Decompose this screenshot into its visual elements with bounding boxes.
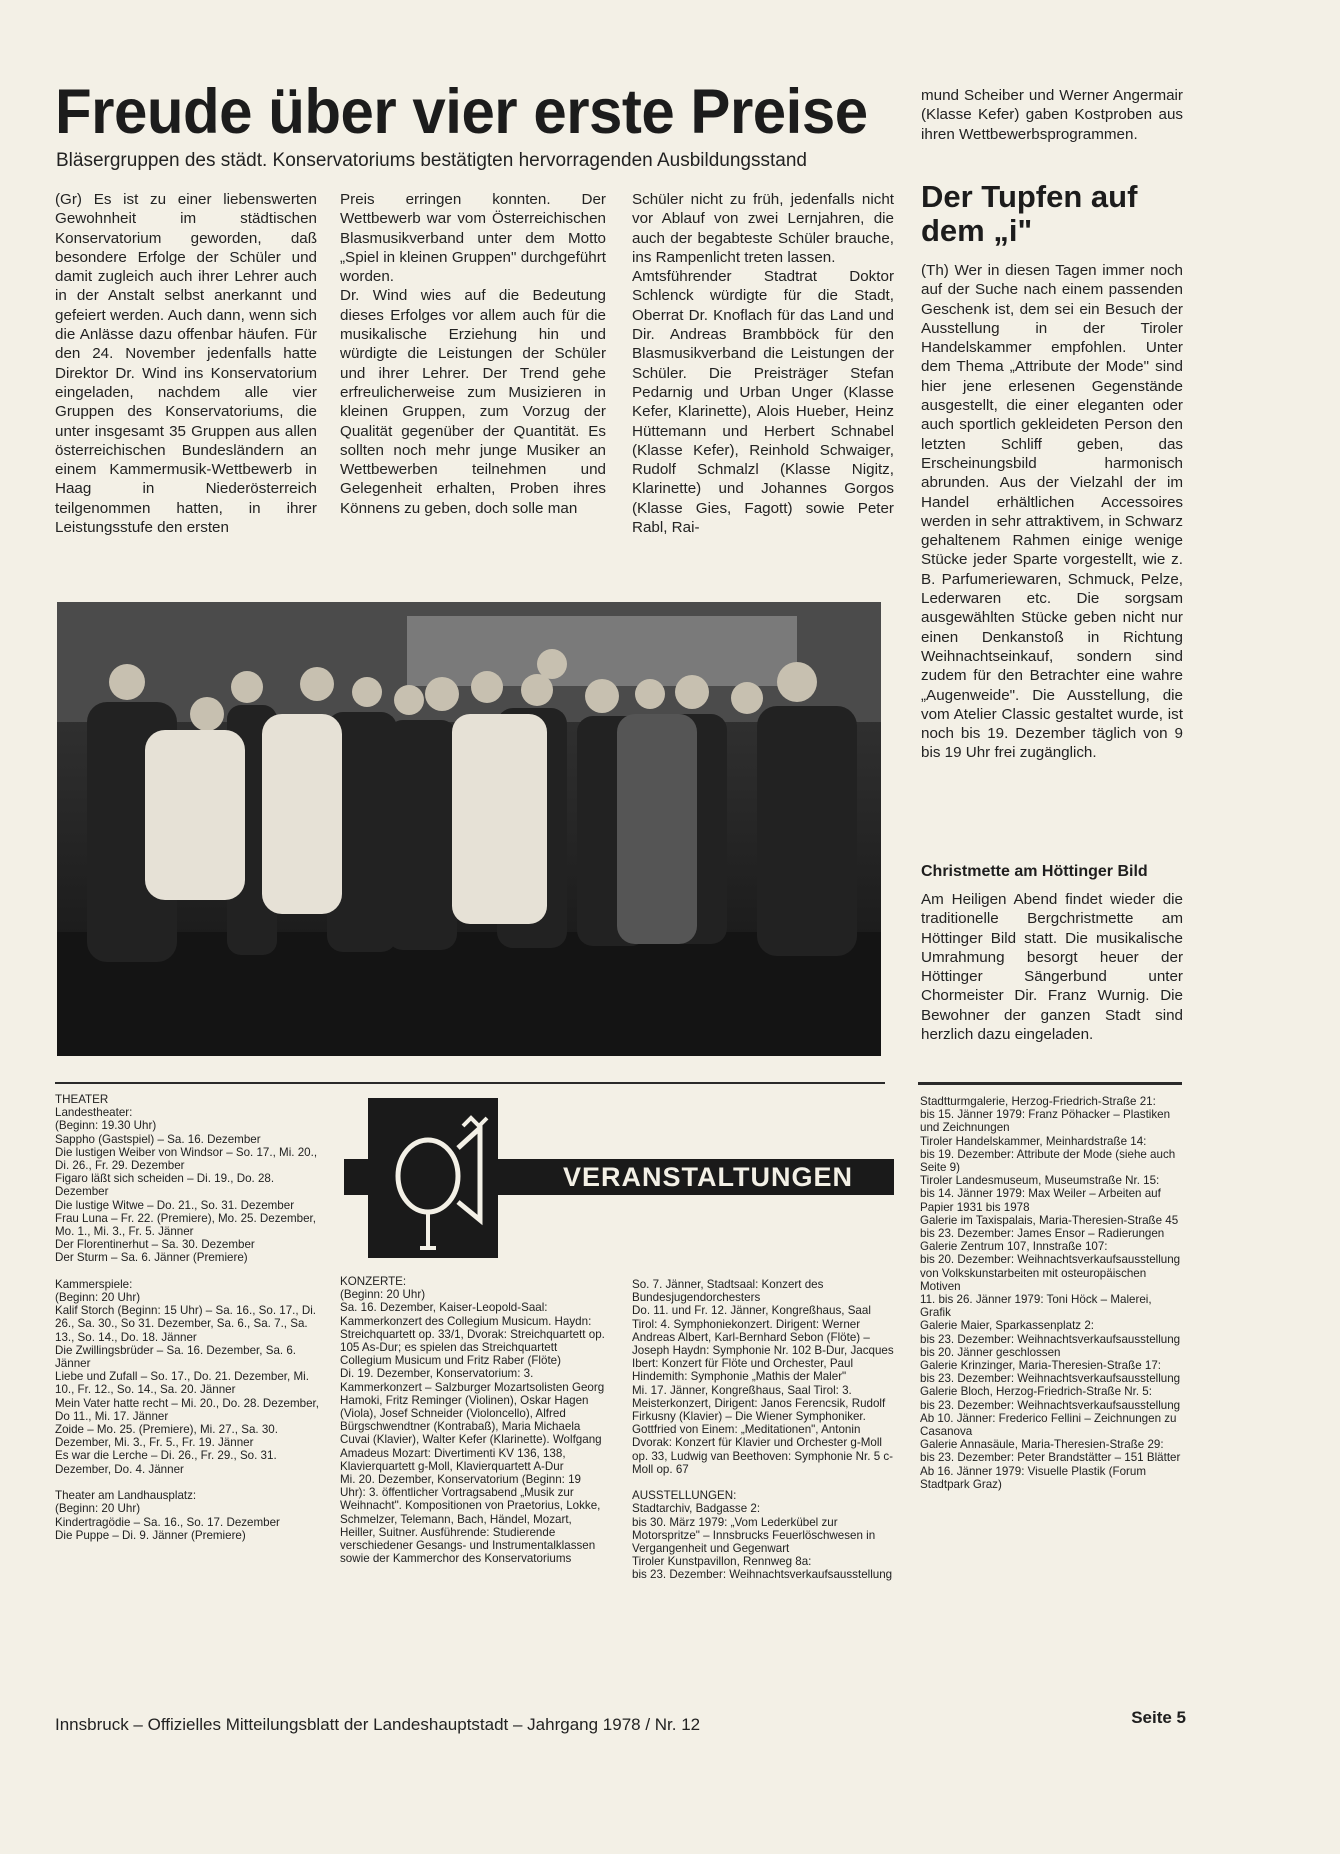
page-number: Seite 5 xyxy=(1131,1708,1186,1727)
christmette-text: Am Heiligen Abend findet wieder die traditionelle Bergchristmette am Höttinger Bild statt. Die musikalische Umrahmung besorgt heuer der Höttinger Sängerbund unter Chormeister Dir. Franz Wurnig. Die Bewohner der ganzen Stadt sind herzlich dazu eingeladen. xyxy=(921,891,1183,1044)
veranstaltungen-logo xyxy=(368,1098,498,1258)
group-photo xyxy=(57,602,881,1056)
section-divider-left xyxy=(55,1082,885,1084)
photo-people xyxy=(57,602,881,1056)
sidebar-text: (Th) Wer in diesen Tagen immer noch auf der Suche nach einem passenden Geschenk ist, dem sei ein Besuch der Ausstellung in der Tiroler Handelskammer empfohlen. Unter dem Thema „Attribute der Mode" sind hier jene erlesenen Gegenstände ausgestellt, die einer eleganten oder auch sportlich gekleideten Person den letzten Schliff geben, das Erscheinungsbild harmonisch abrunden. Aus der Vielzahl der im Handel erhältlichen Accessoires werden in sehr attraktivem, in Schwarz gehaltenem Rahmen einige wenige Stücke jeder Sparte vorgestellt, wie z. B. Parfumeriewaren, Schmuck, Pelze, Lederwaren etc. Die sorgsam ausgewählten Stücke geben nicht nur einen Denkanstoß in Richtung Weihnachtseinkauf, sondern sind zudem für den Betrachter eine wahre „Augenweide". Die Ausstellung, die vom Atelier Classic gestaltet wurde, ist noch bis 19. Dezember täglich von 9 bis 19 Uhr frei zugänglich. xyxy=(921,262,1183,762)
article-column-2: Preis erringen konnten. Der Wettbewerb war vom Österreichischen Blasmusikverband unter dem Motto „Spiel in kleinen Gruppen" durchgeführt worden. Dr. Wind wies auf die Bedeutung dieses Erfolges vor allem auch für die musikalische Erziehung hin und würdigte die Leistungen der Schüler und ihrer Lehrer. Der Trend gehe erfreulicherweise zum Musizieren in kleinen Gruppen, zum Vorzug der Qualität gegenüber der Quantität. Es sollten noch mehr junge Musiker an Wettbewerben teilnehmen und Gelegenheit erhalten, Proben ihres Könnens zu geben, doch solle man xyxy=(340,191,606,517)
ausstellungen-listings: Stadtturmgalerie, Herzog-Friedrich-Straße 21: bis 15. Jänner 1979: Franz Pöhacker – Plastiken und Zeichnungen Tiroler Handelskammer, Meinhardstraße 14: bis 19. Dezember: Attribute der Mode (siehe auch Seite 9) Tiroler Landesmuseum, Museumstraße Nr. 15: bis 14. Jänner 1979: Max Weiler – Arbeiten auf Papier 1931 bis 1978 Galerie im Taxispalais, Maria-Theresien-Straße 45 bis 23. Dezember: James Ensor – Radierungen Galerie Zentrum 107, Innstraße 107: bis 20. Dezember: Weihnachtsverkaufsausstellung von Volkskunstarbeiten mit osteuropäischen Motiven 11. bis 26. Jänner 1979: Toni Höck – Malerei, Grafik Galerie Maier, Sparkassenplatz 2: bis 23. Dezember: Weihnachtsverkaufsausstellung bis 20. Jänner geschlossen Galerie Krinzinger, Maria-Theresien-Straße 17: bis 23. Dezember: Weihnachtsverkaufsausstellung Galerie Bloch, Herzog-Friedrich-Straße Nr. 5: bis 23. Dezember: Weihnachtsverkaufsausstellung Ab 10. Jänner: Frederico Fellini – Zeichnungen zu Casanova Galerie Annasäule, Maria-Theresien-Straße 29: bis 23. Dezember: Peter Brandstätter – 151 Blätter Ab 16. Jänner 1979: Visuelle Plastik (Forum Stadtpark Graz) xyxy=(920,1095,1181,1491)
posthorn-icon xyxy=(368,1098,498,1258)
veranstaltungen-label: VERANSTALTUNGEN xyxy=(563,1162,853,1192)
article-headline: Freude über vier erste Preise xyxy=(55,76,868,147)
konzerte-listings: KONZERTE: (Beginn: 20 Uhr) Sa. 16. Dezember, Kaiser-Leopold-Saal: Kammerkonzert des Collegium Musicum. Haydn: Streichquartett op. 33/1, Dvorak: Streichquartett op. 105 As-Dur; es spielen das Streichquartett Collegium Musicum und Fritz Raber (Flöte) Di. 19. Dezember, Konservatorium: 3. Kammerkonzert – Salzburger Mozartsolisten Georg Hamoki, Fritz Reminger (Violinen), Oskar Hagen (Viola), Josef Schneider (Violoncello), Alfred Bürgschwendtner (Kontrabaß), Maria Michaela Cuvai (Klavier), Walter Kefer (Klarinette). Wolfgang Amadeus Mozart: Divertimenti KV 136, 138, Klavierquartett g-Moll, Klavierquartett A-Dur Mi. 20. Dezember, Konservatorium (Beginn: 19 Uhr): 3. öffentlicher Vortragsabend „Musik zur Weihnacht". Kompositionen von Praetorius, Lokke, Schmelzer, Telemann, Bach, Händel, Mozart, Heiller, Suitner. Ausführende: Studierende verschiedener Gesangs- und Instrumentalklassen sowie der Kammerchor des Konservatoriums xyxy=(340,1275,605,1566)
theater-listings: THEATER Landestheater: (Beginn: 19.30 Uhr) Sappho (Gastspiel) – Sa. 16. Dezember Die lustigen Weiber von Windsor – So. 17., Mi. 20., Di. 26., Fr. 29. Dezember Figaro läßt sich scheiden – Di. 19., Do. 28. Dezember Die lustige Witwe – Do. 21., So. 31. Dezember Frau Luna – Fr. 22. (Premiere), Mo. 25. Dezember, Mo. 1., Mi. 3., Fr. 5. Jänner Der Florentinerhut – Sa. 30. Dezember Der Sturm – Sa. 6. Jänner (Premiere) Kammerspiele: (Beginn: 20 Uhr) Kalif Storch (Beginn: 15 Uhr) – Sa. 16., So. 17., Di. 26., Sa. 30., So 31. Dezember, Sa. 6., Sa. 7., Sa. 13., So. 14., Do. 18. Jänner Die Zwillingsbrüder – Sa. 16. Dezember, Sa. 6. Jänner Liebe und Zufall – So. 17., Do. 21. Dezember, Mi. 10., Fr. 12., So. 14., Sa. 20. Jänner Mein Vater hatte recht – Mi. 20., Do. 28. Dezember, Do 11., Mi. 17. Jänner Zoide – Mo. 25. (Premiere), Mi. 27., Sa. 30. Dezember, Mi. 3., Fr. 5., Fr. 19. Jänner Es war die Lerche – Di. 26., Fr. 29., So. 31. Dezember, Do. 4. Jänner Theater am Landhausplatz: (Beginn: 20 Uhr) Kindertragödie – Sa. 16., So. 17. Dezember Die Puppe – Di. 9. Jänner (Premiere) xyxy=(55,1093,319,1542)
article-column-1: (Gr) Es ist zu einer liebenswerten Gewohnheit im städtischen Konservatorium geworden, daß besondere Erfolge der Schüler und damit zugleich auch ihrer Lehrer auch in der Anstalt selbst anerkannt und gefeiert werden. Auch dann, wenn sich die Anlässe dazu offenbar häufen. Für den 24. November jedenfalls hatte Direktor Dr. Wind ins Konservatorium eingeladen, nachdem alle vier Gruppen des Konservatoriums, die unter insgesamt 35 Gruppen aus allen österreichischen Bundesländern an einem Kammermusik-Wettbewerb in Haag in Niederösterreich teilgenommen hatten, in ihrer Leistungsstufe den ersten xyxy=(55,191,317,537)
christmette-title: Christmette am Höttinger Bild xyxy=(921,863,1148,880)
article-column-4-continuation: mund Scheiber und Werner Angermair (Klasse Kefer) gaben Kostproben aus ihren Wettbewerbsprogrammen. xyxy=(921,87,1183,143)
page-footer: Innsbruck – Offizielles Mitteilungsblatt der Landeshauptstadt – Jahrgang 1978 / Nr. 12 xyxy=(55,1715,701,1734)
konzerte-ausstellungen-listings: So. 7. Jänner, Stadtsaal: Konzert des Bundesjugendorchesters Do. 11. und Fr. 12. Jänner, Kongreßhaus, Saal Tirol: 4. Symphoniekonzert. Dirigent: Werner Andreas Albert, Karl-Bernhard Sebon (Flöte) – Joseph Haydn: Symphonie Nr. 102 B-Dur, Jacques Ibert: Konzert für Flöte und Orchester, Paul Hindemith: Symphonie „Mathis der Maler" Mi. 17. Jänner, Kongreßhaus, Saal Tirol: 3. Meisterkonzert, Dirigent: Janos Ferencsik, Rudolf Firkusny (Klavier) – Die Wiener Symphoniker. Gottfried von Einem: „Meditationen", Antonin Dvorak: Konzert für Klavier und Orchester g-Moll op. 33, Ludwig van Beethoven: Symphonie Nr. 5 c-Moll op. 67 AUSSTELLUNGEN: Stadtarchiv, Badgasse 2: bis 30. März 1979: „Vom Lederkübel zur Motorspritze" – Innsbrucks Feuerlöschwesen in Vergangenheit und Gegenwart Tiroler Kunstpavillon, Rennweg 8a: bis 23. Dezember: Weihnachtsverkaufsausstellung xyxy=(632,1278,894,1582)
section-divider-right xyxy=(918,1082,1182,1085)
article-column-3: Schüler nicht zu früh, jedenfalls nicht vor Ablauf von zwei Lernjahren, die auch der begabteste Schüler brauche, ins Rampenlicht treten lassen. Amtsführender Stadtrat Doktor Schlenck würdigte für die Stadt, Oberrat Dr. Knoflach für das Land und Dir. Andreas Brambböck für den Blasmusikverband die Leistungen der Schüler. Die Preisträger Stefan Pedarnig und Urban Unger (Klasse Kefer, Klarinette), Alois Hueber, Heinz Hüttemann und Herbert Schnabel (Klasse Kefer), Reinhold Schwaiger, Rudolf Schmalzl (Klasse Nigitz, Klarinette) und Johannes Gorgos (Klasse Gies, Fagott) sowie Peter Rabl, Rai- xyxy=(632,191,894,537)
sidebar-title: Der Tupfen auf dem „i" xyxy=(921,179,1138,248)
article-subheadline: Bläsergruppen des städt. Konservatoriums bestätigten hervorragenden Ausbildungsstand xyxy=(56,150,807,171)
